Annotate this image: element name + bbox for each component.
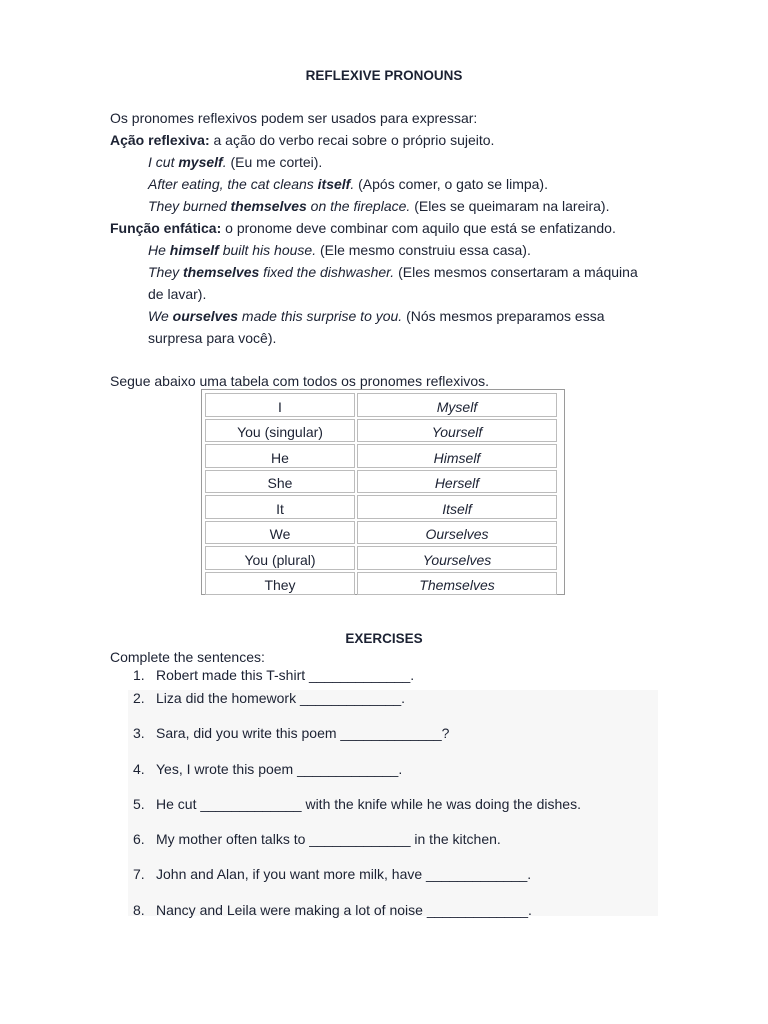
- table-intro: Segue abaixo uma tabela com todos os pronomes reflexivos.: [110, 373, 489, 389]
- subject-pronoun-cell: She: [205, 470, 355, 494]
- example-pronoun: myself: [178, 154, 223, 170]
- exercise-item: [133, 760, 402, 778]
- example-english: They burned: [148, 198, 231, 214]
- example-translation: (Eles se queimaram na lareira).: [414, 198, 610, 214]
- exercise-sentence: John and Alan, if you want more milk, have _____________.: [156, 866, 532, 882]
- exercise-sentence: Nancy and Leila were making a lot of noise _____________.: [156, 902, 532, 918]
- exercises-intro: Complete the sentences:: [110, 649, 265, 665]
- exercise-number: 3.: [133, 725, 145, 741]
- exercise-number: 8.: [133, 902, 145, 918]
- reflexive-pronoun-cell: Ourselves: [357, 521, 557, 545]
- example-english: We: [148, 308, 173, 324]
- example-translation: (Nós mesmos preparamos essa: [406, 308, 605, 324]
- exercise-item: [133, 830, 501, 848]
- exercise-number: 6.: [133, 831, 145, 847]
- example-pronoun: ourselves: [172, 308, 239, 324]
- example-english-end: .: [222, 154, 231, 170]
- exercise-item: [133, 689, 405, 707]
- subject-pronoun-cell: He: [205, 444, 355, 468]
- reflexive-pronoun-cell: Yourself: [357, 419, 557, 443]
- exercises-title: EXERCISES: [345, 631, 423, 646]
- exercise-number: 7.: [133, 866, 145, 882]
- exercise-sentence: Robert made this T-shirt _____________.: [156, 667, 415, 683]
- table-row: [204, 571, 562, 597]
- table-row: [204, 443, 562, 469]
- example-reflexive-3: [148, 197, 609, 215]
- exercise-number: 1.: [133, 667, 145, 683]
- subject-pronoun-cell: We: [205, 521, 355, 545]
- example-translation: (Após comer, o gato se limpa).: [358, 176, 548, 192]
- example-translation: (Eles mesmos consertaram a máquina: [398, 264, 638, 280]
- exercise-sentence: Liza did the homework _____________.: [156, 690, 406, 706]
- example-english-end: built his house.: [218, 242, 320, 258]
- example-english-end: fixed the dishwasher.: [259, 264, 399, 280]
- exercise-sentence: Sara, did you write this poem _____________?: [156, 725, 450, 741]
- example-translation: (Eu me cortei).: [230, 154, 323, 170]
- exercise-number: 4.: [133, 761, 145, 777]
- subject-pronoun-cell: It: [205, 495, 355, 519]
- subject-pronoun-cell: They: [205, 572, 355, 596]
- reflexive-pronoun-cell: Themselves: [357, 572, 557, 596]
- reflexive-pronoun-cell: Herself: [357, 470, 557, 494]
- example-pronoun: themselves: [230, 198, 307, 214]
- exercise-item: [133, 795, 581, 813]
- emphatic-definition: [110, 219, 616, 237]
- reflexive-pronoun-cell: Yourselves: [357, 546, 557, 570]
- exercise-item: [133, 901, 532, 919]
- table-row: [204, 418, 562, 444]
- exercise-item: [133, 724, 449, 742]
- table-row: [204, 469, 562, 495]
- exercise-sentence: He cut _____________ with the knife while he was doing the dishes.: [156, 796, 581, 812]
- exercise-number: 2.: [133, 690, 145, 706]
- example-emphatic-3-cont: surpresa para você).: [148, 330, 277, 346]
- table-row: [204, 545, 562, 571]
- example-emphatic-3: [148, 307, 605, 325]
- example-english-end: on the fireplace.: [306, 198, 415, 214]
- reflexive-pronoun-cell: Itself: [357, 495, 557, 519]
- exercise-item: [133, 865, 531, 883]
- example-english: He: [148, 242, 170, 258]
- pronoun-table: [201, 389, 565, 595]
- page-title: REFLEXIVE PRONOUNS: [305, 68, 463, 83]
- emphatic-text: o pronome deve combinar com aquilo que está se enfatizando.: [221, 220, 616, 236]
- example-emphatic-2: [148, 263, 638, 281]
- subject-pronoun-cell: I: [205, 393, 355, 417]
- exercise-sentence: Yes, I wrote this poem _____________.: [156, 761, 403, 777]
- subject-pronoun-cell: You (plural): [205, 546, 355, 570]
- example-english: I cut: [148, 154, 179, 170]
- example-english-end: made this surprise to you.: [238, 308, 407, 324]
- exercise-sentence: My mother often talks to _____________ in the kitchen.: [156, 831, 501, 847]
- example-pronoun: themselves: [183, 264, 260, 280]
- reflexive-action-label: Ação reflexiva:: [110, 132, 210, 148]
- example-english: After eating, the cat cleans: [148, 176, 318, 192]
- reflexive-action-definition: [110, 131, 494, 149]
- emphatic-label: Função enfática:: [110, 220, 222, 236]
- intro-text: Os pronomes reflexivos podem ser usados para expressar:: [110, 110, 478, 126]
- table-row: [204, 494, 562, 520]
- table-row: [204, 520, 562, 546]
- table-row: [204, 392, 562, 418]
- exercise-item: [133, 666, 414, 684]
- example-english: They: [148, 264, 184, 280]
- example-emphatic-1: [148, 241, 531, 259]
- example-pronoun: itself: [317, 176, 351, 192]
- example-reflexive-2: [148, 175, 548, 193]
- example-pronoun: himself: [169, 242, 219, 258]
- exercise-number: 5.: [133, 796, 145, 812]
- example-english-end: .: [350, 176, 359, 192]
- example-translation: (Ele mesmo construiu essa casa).: [319, 242, 531, 258]
- reflexive-action-text: a ação do verbo recai sobre o próprio sujeito.: [209, 132, 495, 148]
- example-emphatic-2-cont: de lavar).: [148, 286, 207, 302]
- reflexive-pronoun-cell: Himself: [357, 444, 557, 468]
- example-reflexive-1: [148, 153, 322, 171]
- subject-pronoun-cell: You (singular): [205, 419, 355, 443]
- reflexive-pronoun-cell: Myself: [357, 393, 557, 417]
